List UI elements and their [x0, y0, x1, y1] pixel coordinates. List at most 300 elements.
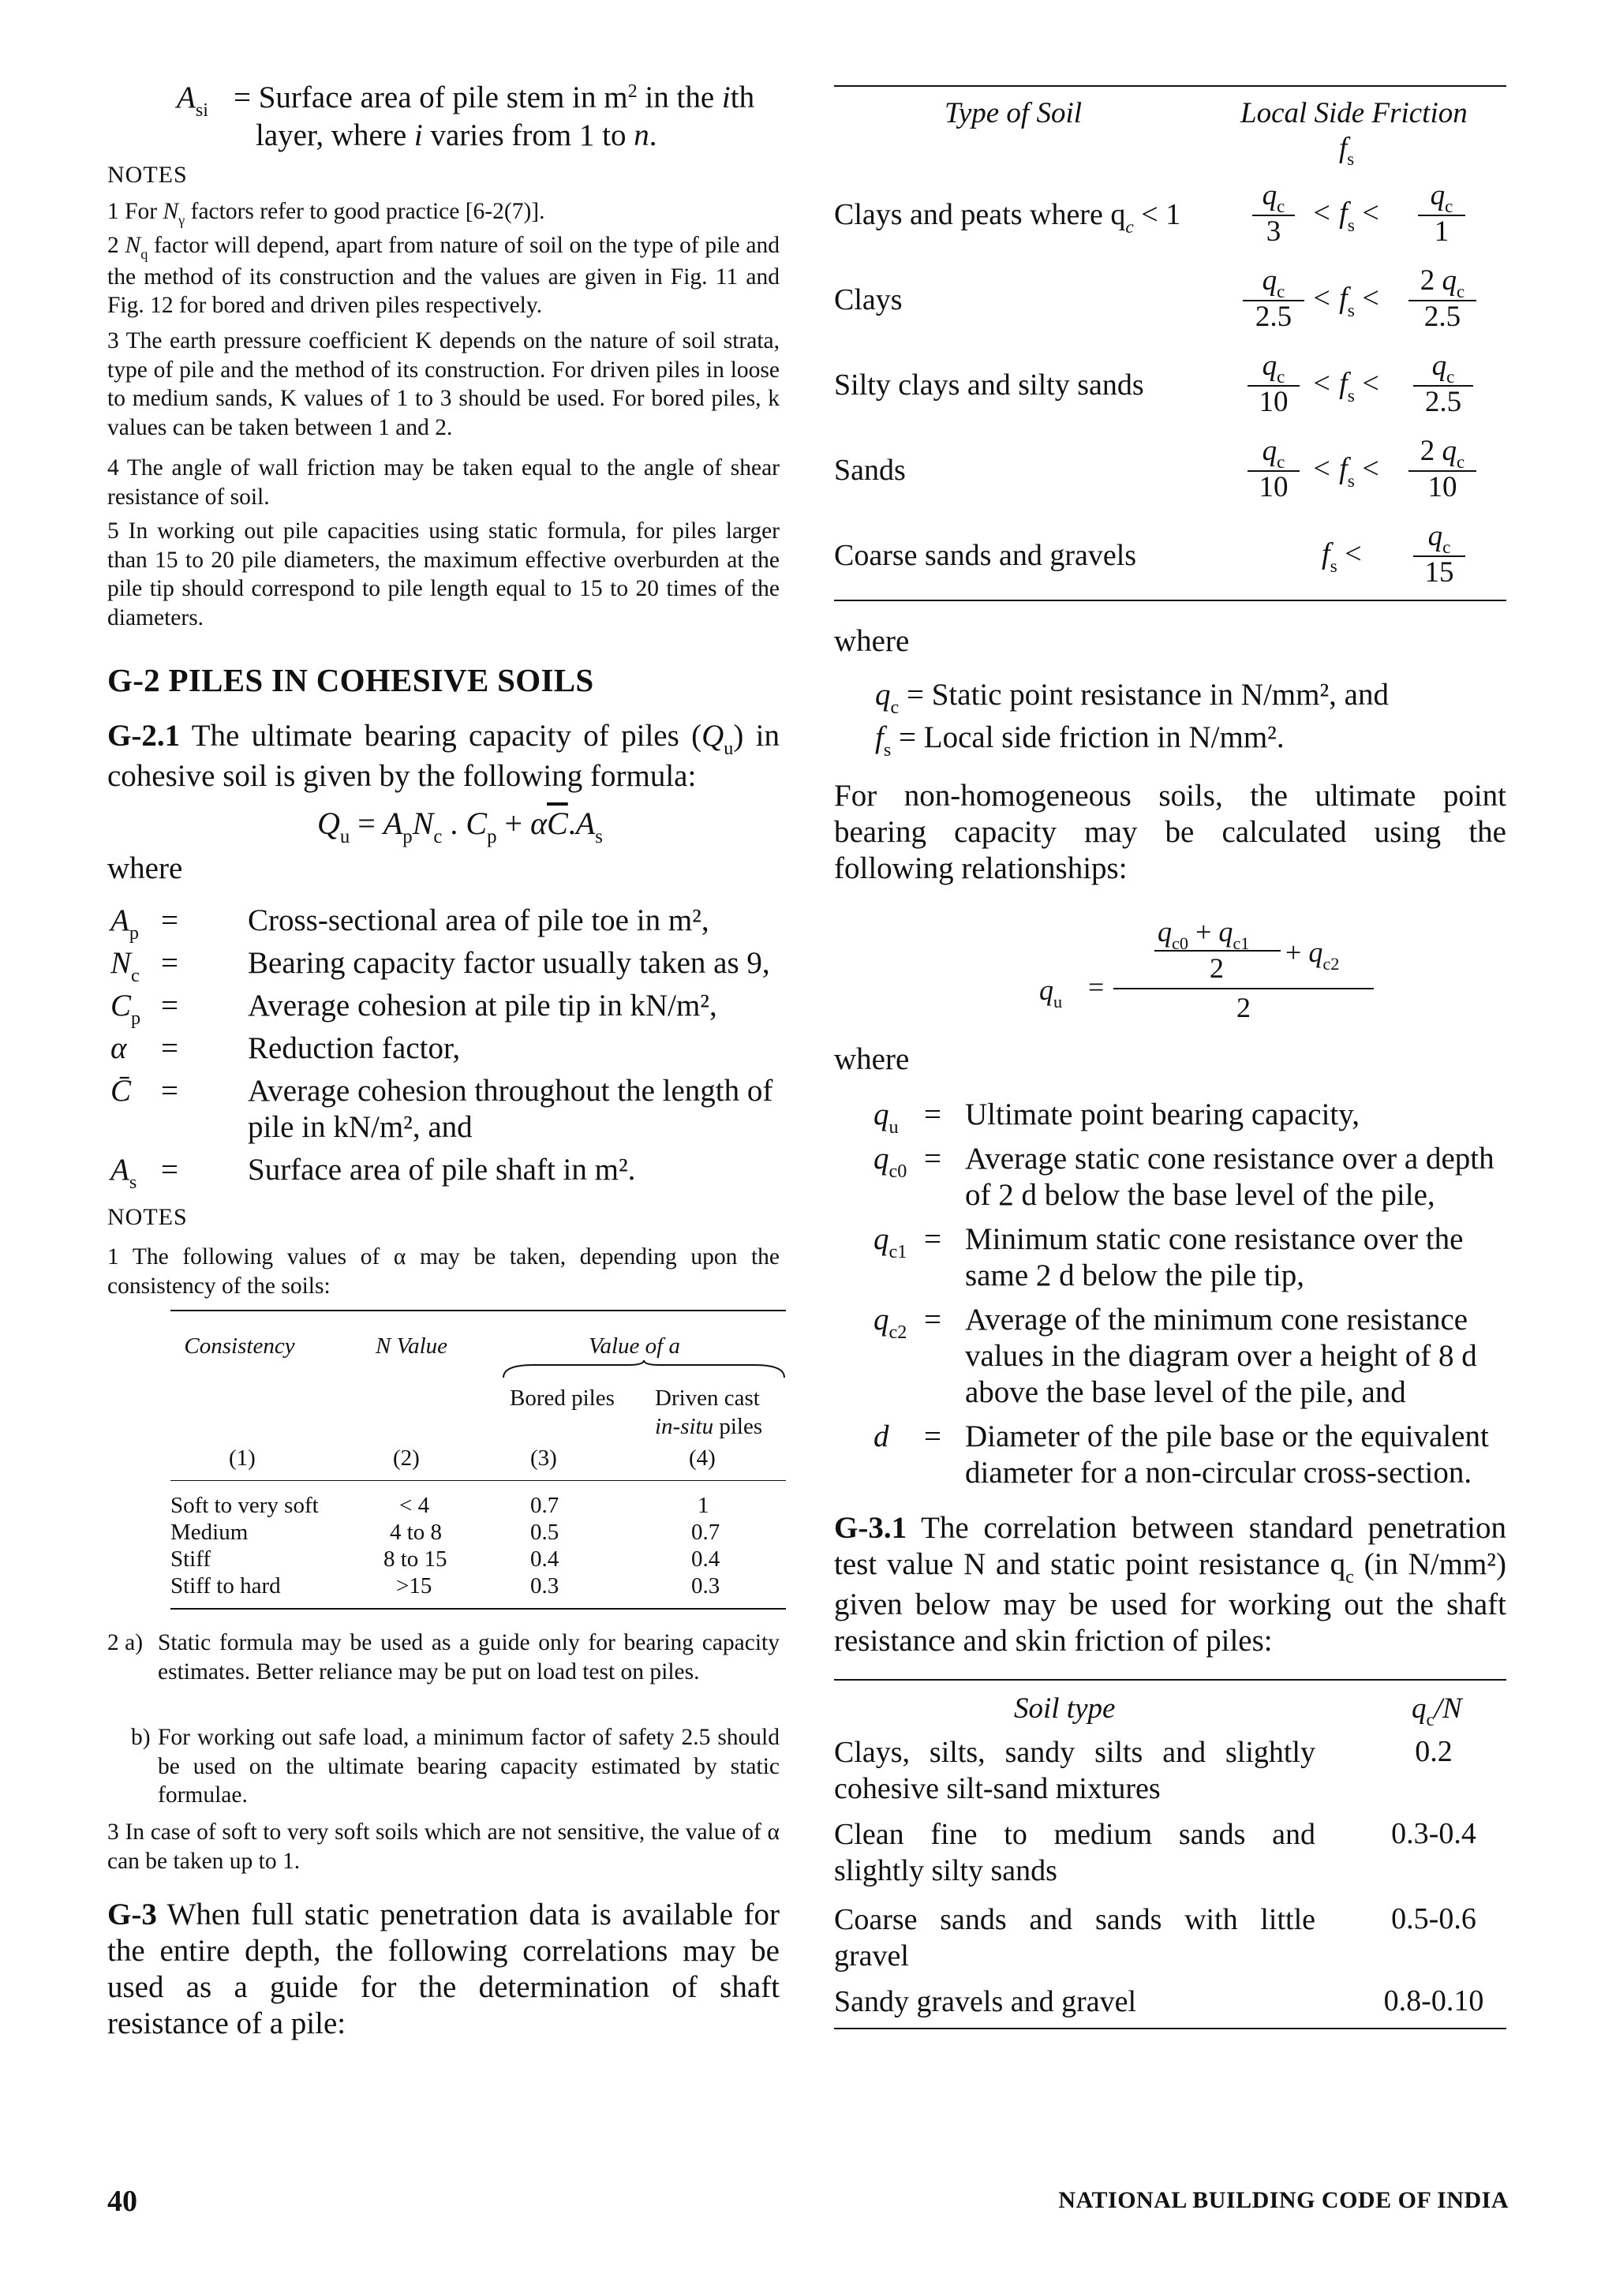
asi-sym-text: A: [177, 80, 196, 114]
def-eq: =: [161, 903, 178, 937]
def-qc1: [873, 1221, 1506, 1302]
frac-den: 10: [1248, 385, 1300, 418]
op-e: <: [1354, 196, 1379, 230]
friction-op: [1322, 537, 1362, 577]
qu-inner-den: 2: [1210, 952, 1224, 984]
cell: 0.4: [530, 1546, 559, 1572]
def-sym-s: u: [888, 1116, 899, 1138]
def-line: Minimum static cone resistance over the: [965, 1222, 1464, 1256]
friction-soil: Clays: [834, 283, 903, 316]
def-cbar: [110, 1073, 780, 1152]
q1s: c1: [1233, 933, 1250, 954]
cell: Medium: [170, 1520, 249, 1545]
frac-num: [1248, 350, 1300, 385]
table-row: [170, 1546, 786, 1575]
asi-sup: 2: [627, 80, 638, 102]
n: q: [1431, 350, 1447, 382]
ns: c: [1277, 196, 1285, 217]
def-sym-t: d: [873, 1419, 889, 1453]
asi-t2i: i: [413, 118, 423, 152]
where-2: where: [834, 624, 910, 658]
alpha-table: [170, 1310, 786, 1610]
qc-sym: q: [875, 678, 891, 712]
n: q: [1442, 264, 1457, 297]
qp1: +: [1188, 916, 1219, 948]
friction-table: [834, 85, 1506, 606]
friction-op: [1311, 451, 1379, 492]
def-sym-t: A: [110, 1153, 129, 1187]
cell: 0.3: [530, 1573, 559, 1599]
note-2b: For working out safe load, a minimum factor of safety 2.5 should be used on the ultimate bearing capacity estimated by static formulae.: [158, 1725, 780, 1808]
qu-lhs: [1039, 974, 1063, 1012]
friction-op: [1311, 196, 1379, 236]
asi-t1e: th: [730, 80, 755, 114]
note2a-num: 2 a): [107, 1630, 144, 1655]
soil-end: < 1: [1133, 198, 1181, 231]
def-sym-s: c2: [888, 1321, 907, 1343]
friction-frac-upper: [1418, 180, 1465, 248]
qu-formula: [1039, 915, 1386, 1026]
frac-den: 10: [1408, 470, 1476, 503]
soil-type-cell: Coarse sands and sands with little gravel: [834, 1903, 1315, 1973]
qc-definition: [875, 677, 1389, 717]
ns: c: [1457, 282, 1465, 302]
f-dot2: .: [567, 806, 576, 841]
frac-den: 3: [1252, 215, 1295, 248]
alpha-h-insitu: in-situ: [655, 1414, 714, 1439]
soil-value-cell: 0.5-0.6: [1391, 1902, 1476, 1935]
alpha-h-consistency: Consistency: [184, 1333, 295, 1359]
ns: c: [1457, 452, 1465, 473]
frac-den: 2.5: [1243, 300, 1304, 333]
fs-sym: f: [875, 720, 884, 754]
def-sym-s: c1: [888, 1240, 907, 1262]
qu-q: q: [1039, 974, 1053, 1006]
n: q: [1262, 179, 1277, 211]
frac-num: [1413, 350, 1473, 385]
table-row: [170, 1520, 786, 1548]
ns: c: [1277, 282, 1285, 302]
def-eq: =: [161, 1074, 178, 1108]
def-eq: =: [924, 1419, 941, 1453]
qc-sub: c: [890, 696, 900, 718]
cell: 4 to 8: [390, 1520, 443, 1545]
friction-row: [834, 180, 1506, 259]
friction-op: [1311, 281, 1379, 321]
asi-symbol: [177, 79, 208, 121]
n: q: [1262, 264, 1277, 297]
alpha-h-piles: piles: [713, 1414, 763, 1439]
f-a2: A: [575, 806, 596, 841]
cell: 0.3: [691, 1573, 720, 1599]
note-5: 5 In working out pile capacities using static formula, for piles larger than 15 to 20 pile diameters, the maximum effective overburden at the pile tip should correspond to pile length equal to 15 to 20 times of the diameters.: [107, 518, 780, 630]
def-sym-s: p: [131, 1007, 141, 1029]
asi-t2: layer, where: [256, 118, 414, 152]
qc-text: = Static point resistance in N/mm², and: [899, 678, 1389, 712]
op-t: < f: [1311, 452, 1348, 485]
asi-t1i: i: [721, 80, 731, 114]
frac-num: [1248, 435, 1300, 473]
friction-row: [834, 521, 1506, 600]
qp2: +: [1285, 937, 1309, 968]
fs-definition: [875, 720, 1285, 760]
def-qc0: [873, 1141, 1506, 1221]
g21-sym: Q: [701, 719, 724, 753]
n: q: [1442, 435, 1457, 467]
op-s: s: [1347, 385, 1355, 406]
soil-t: Clays and peats where q: [834, 198, 1126, 231]
soil-h-type: Soil type: [1014, 1692, 1116, 1725]
op-t: < f: [1311, 367, 1348, 400]
f-eq: =: [350, 806, 383, 841]
f-as: p: [402, 826, 413, 848]
def-line: Ultimate point bearing capacity,: [965, 1098, 1360, 1131]
def-sym: [873, 1097, 899, 1137]
fs-sub: s: [883, 739, 892, 761]
asi-line-2: [256, 117, 657, 155]
alpha-col-num: (1): [229, 1445, 256, 1471]
def-line: Average cohesion at pile tip in kN/m²,: [248, 989, 717, 1023]
alpha-table-top-rule: [170, 1310, 786, 1311]
alpha-table-mid-rule: [170, 1480, 786, 1481]
frac-num: [1243, 265, 1304, 300]
asi-t2r: varies from 1 to: [422, 118, 634, 152]
note-3b: 3 In case of soft to very soft soils which are not sensitive, the value of α can be taken up to 1.: [107, 1819, 780, 1874]
def-eq: =: [161, 989, 178, 1023]
def-sym-s: p: [129, 922, 139, 944]
friction-frac-lower: [1248, 436, 1300, 503]
soil-value-cell: 0.2: [1415, 1735, 1453, 1768]
def-cp: [110, 988, 780, 1030]
def-eq: =: [161, 946, 178, 980]
g3-num: G-3: [107, 1898, 157, 1931]
friction-row: [834, 436, 1506, 514]
alpha-h-nvalue: N Value: [376, 1333, 448, 1359]
soil-type-table: [834, 1679, 1506, 2042]
def-sym-t: q: [873, 1303, 889, 1337]
def-sym: [873, 1419, 889, 1455]
def-sym-s: s: [129, 1171, 137, 1193]
bearing-formula: [317, 805, 603, 848]
qu-eq: =: [1088, 971, 1105, 1003]
frac-den: 2.5: [1408, 300, 1476, 333]
alpha-col-num: (3): [530, 1445, 557, 1471]
left-definitions: [110, 903, 780, 1195]
op-s: s: [1347, 215, 1355, 236]
soil-table-top-rule: [834, 1679, 1506, 1681]
friction-top-rule: [834, 85, 1506, 87]
cell: 0.7: [530, 1493, 559, 1518]
friction-h-local: Local Side Friction: [1240, 97, 1468, 129]
page-number: 40: [107, 2185, 137, 2218]
alpha-brace: [502, 1359, 786, 1381]
soil-value-cell: 0.3-0.4: [1391, 1817, 1476, 1850]
soil-type-cell: Clays, silts, sandy silts and slightly cohesive silt-sand mixtures: [834, 1736, 1315, 1805]
def-line: Diameter of the pile base or the equivalent: [965, 1419, 1489, 1453]
para-g31: [834, 1510, 1506, 1659]
qu-plus-qc2: [1285, 936, 1340, 974]
op-e: <: [1354, 282, 1379, 315]
cell: 8 to 15: [383, 1546, 447, 1572]
friction-h-soil: Type of Soil: [945, 97, 1083, 129]
friction-soil: Silty clays and silty sands: [834, 368, 1144, 402]
fh-fs: s: [1347, 149, 1355, 170]
friction-op: [1311, 366, 1379, 406]
frac-den: 15: [1413, 555, 1465, 589]
friction-frac-lower: [1252, 180, 1295, 248]
sr-qs: c: [1426, 1710, 1435, 1730]
g21-num: G-2.1: [107, 719, 181, 753]
note-2a: Static formula may be used as a guide only for bearing capacity estimates. Better reliance may be put on load test on piles.: [158, 1630, 780, 1685]
n: q: [1427, 520, 1443, 552]
frac-num: [1408, 265, 1476, 300]
note-4: 4 The angle of wall friction may be taken equal to the angle of shear resistance of soil.: [107, 455, 780, 510]
def-nc: [110, 945, 780, 988]
asi-t2e: .: [649, 118, 657, 152]
fh-f: f: [1339, 132, 1348, 164]
def-sym: [110, 988, 140, 1028]
friction-frac-lower: [1243, 265, 1304, 333]
alpha-h-driven: Driven cast: [655, 1385, 760, 1411]
soil-table-bottom-rule: [834, 2028, 1506, 2029]
f-dot: .: [442, 806, 466, 841]
note-1: [107, 197, 780, 229]
def-eq: =: [924, 1222, 941, 1256]
table-row: [170, 1573, 786, 1602]
n: q: [1262, 350, 1277, 382]
def-line: Average of the minimum cone resistance: [965, 1303, 1468, 1337]
alpha-col-num: (2): [393, 1445, 420, 1471]
frac-den: 10: [1248, 470, 1300, 503]
frac-den: 1: [1418, 215, 1465, 248]
def-line: same 2 d below the pile tip,: [965, 1258, 1304, 1292]
where-1: where: [107, 851, 183, 885]
op-s: s: [1347, 300, 1355, 321]
soil-sub: c: [1125, 216, 1134, 237]
cell: 0.4: [691, 1546, 720, 1572]
note1-a: 1 For: [107, 199, 163, 224]
def-line: pile in kN/m², and: [248, 1110, 473, 1144]
publication-title: NATIONAL BUILDING CODE OF INDIA: [1058, 2187, 1509, 2213]
qu-outer-den: 2: [1236, 992, 1251, 1023]
cell: 0.7: [691, 1520, 720, 1545]
notes-label-2: NOTES: [107, 1204, 188, 1230]
right-definitions: [873, 1097, 1506, 1499]
friction-row: [834, 350, 1506, 429]
def-sym: [110, 1073, 131, 1109]
f-q: Q: [317, 806, 340, 841]
def-qu: [873, 1097, 1506, 1141]
def-sym: [873, 1302, 907, 1342]
alpha-col-num: (4): [689, 1445, 716, 1471]
alpha-h-bored: Bored piles: [510, 1385, 615, 1411]
note2b-num: b): [131, 1725, 151, 1750]
q2: q: [1308, 937, 1323, 968]
ns: c: [1446, 367, 1455, 387]
def-sym-t: q: [873, 1142, 889, 1176]
cell: < 4: [399, 1493, 430, 1518]
friction-frac-lower: [1248, 350, 1300, 418]
note-alpha: 1 The following values of α may be taken, depending upon the consistency of the soils:: [107, 1244, 780, 1299]
def-ap: [110, 903, 780, 945]
def-sym-t: A: [110, 903, 129, 937]
asi-t2i2: n: [634, 118, 649, 152]
frac-num: [1418, 180, 1465, 215]
g21-b: ) in cohesive soil is given by the following formula:: [107, 719, 780, 793]
def-sym: [873, 1141, 907, 1181]
g31-text2: (in N/mm²) given below may be used for working out the shaft resistance and skin friction of piles:: [834, 1547, 1506, 1658]
asi-line-1: [234, 79, 754, 121]
def-line: Average static cone resistance over a depth: [965, 1142, 1494, 1176]
cell: 0.5: [530, 1520, 559, 1545]
op-t: < f: [1311, 282, 1348, 315]
op-s: s: [1347, 470, 1355, 492]
note-3: 3 The earth pressure coefficient K depends on the nature of soil strata, type of pile and the method of its construction. For driven piles in loose to medium sands, K values of 1 to 3 should be used. For bored piles, k values can be taken between 1 and 2.: [107, 328, 780, 440]
heading-g2: G-2 PILES IN COHESIVE SOILS: [107, 662, 594, 698]
friction-frac-upper: [1413, 350, 1473, 418]
soil-type-cell: Clean fine to medium sands and slightly silty sands: [834, 1818, 1315, 1887]
friction-h-fs: [1339, 131, 1355, 170]
def-qc2: [873, 1302, 1506, 1419]
def-sym: [110, 945, 140, 985]
ns: c: [1445, 196, 1453, 217]
note2-it: N: [125, 233, 141, 258]
f-a: A: [383, 806, 403, 841]
cell: >15: [396, 1573, 432, 1599]
para-g3: [107, 1897, 780, 2042]
qu-qs: u: [1053, 992, 1063, 1012]
op-e: <: [1354, 452, 1379, 485]
note2-sub: q: [140, 246, 148, 263]
where-3: where: [834, 1042, 910, 1076]
f-ns: c: [433, 826, 443, 848]
notes-label-1: NOTES: [107, 162, 188, 188]
def-sym-t: q: [873, 1222, 889, 1256]
g31-text: The correlation between standard penetration test value N and static point resistance q: [834, 1511, 1506, 1581]
friction-frac-upper: [1408, 265, 1476, 333]
note1-it: N: [163, 199, 179, 224]
friction-frac-upper: [1413, 521, 1465, 589]
frac-num: [1408, 435, 1476, 473]
soil-value-cell: 0.8-0.10: [1383, 1984, 1484, 2017]
def-line: of 2 d below the base level of the pile,: [965, 1178, 1435, 1212]
friction-row: [834, 265, 1506, 344]
def-eq: =: [924, 1142, 941, 1176]
sr-q: q: [1412, 1692, 1427, 1725]
q1: q: [1218, 916, 1233, 948]
n: q: [1430, 179, 1446, 211]
def-eq: =: [161, 1153, 178, 1187]
def-sym-t: C̄: [110, 1074, 132, 1108]
f-cbar: $\overline{C}$: [547, 806, 568, 841]
def-sym-t: q: [873, 1098, 889, 1131]
cell: Stiff to hard: [170, 1573, 281, 1599]
qu-inner-num: [1158, 915, 1250, 954]
table-row: [170, 1493, 786, 1521]
asi-sub: si: [195, 99, 208, 121]
cell: Soft to very soft: [170, 1493, 319, 1518]
note2-b: factor will depend, apart from nature of soil on the type of pile and the method of its construction and the values are given in Fig. 11 and Fig. 12 for bored and driven piles respectively.: [107, 233, 780, 318]
def-sym-t: N: [110, 946, 132, 980]
def-line: values in the diagram over a height of 8 d: [965, 1339, 1477, 1373]
friction-soil: [834, 197, 1181, 237]
g3-text: When full static penetration data is available for the entire depth, the following correlations may be used as a guide for the determination of shaft resistance of a pile:: [107, 1898, 780, 2040]
def-line: Bearing capacity factor usually taken as 9,: [248, 946, 770, 980]
def-sym: [110, 1152, 137, 1192]
def-eq: =: [924, 1098, 941, 1131]
para-nonhomogeneous: For non-homogeneous soils, the ultimate point bearing capacity may be calculated using the following relationships:: [834, 779, 1506, 885]
q0s: c0: [1172, 933, 1189, 954]
ns: c: [1277, 452, 1285, 473]
alpha-h-value: Value of a: [589, 1333, 680, 1359]
def-line: Average cohesion throughout the length of: [248, 1074, 773, 1108]
def-d: [873, 1419, 1506, 1499]
sr-n: /N: [1434, 1692, 1462, 1725]
def-line: Reduction factor,: [248, 1031, 461, 1065]
pre: 2: [1420, 264, 1442, 297]
soil-h-ratio: [1412, 1692, 1462, 1730]
g31-num: G-3.1: [834, 1511, 907, 1545]
f-alpha: α: [530, 806, 548, 841]
op-s: s: [1330, 555, 1337, 577]
ns: c: [1442, 537, 1451, 558]
pre: 2: [1420, 435, 1442, 467]
asi-t1: = Surface area of pile stem in m: [234, 80, 628, 114]
def-line: Cross-sectional area of pile toe in m²,: [248, 903, 709, 937]
def-sym: [873, 1221, 907, 1262]
f-a2s: s: [595, 826, 603, 848]
cell: 1: [698, 1493, 709, 1518]
def-as: [110, 1152, 780, 1195]
qu-outer-bar: [1113, 988, 1374, 989]
def-sym-s: c: [131, 964, 140, 986]
q2s: c2: [1322, 954, 1340, 974]
op-e: <: [1354, 367, 1379, 400]
alpha-table-bottom-rule: [170, 1608, 786, 1610]
note1-b: factors refer to good practice [6-2(7)].: [185, 199, 545, 224]
op-t: < f: [1311, 196, 1348, 230]
note-2: [107, 231, 780, 320]
f-qs: u: [339, 826, 350, 848]
def-alpha: [110, 1030, 780, 1073]
g21-a: The ultimate bearing capacity of piles (: [180, 719, 702, 753]
frac-num: [1413, 520, 1465, 558]
soil-type-cell: Sandy gravels and gravel: [834, 1985, 1137, 2018]
friction-frac-upper: [1408, 436, 1476, 503]
friction-bottom-rule: [834, 600, 1506, 601]
cell: Stiff: [170, 1546, 211, 1572]
op-e: <: [1337, 537, 1362, 570]
def-sym: [110, 903, 139, 943]
friction-soil: Sands: [834, 454, 906, 487]
frac-den: 2.5: [1413, 385, 1473, 418]
f-plus: +: [496, 806, 531, 841]
f-n: N: [412, 806, 434, 841]
def-line: Surface area of pile shaft in m².: [248, 1153, 636, 1187]
ns: c: [1277, 367, 1285, 387]
op-t: f: [1322, 537, 1330, 570]
alpha-h-driven-2: [655, 1414, 762, 1440]
note1-sub: γ: [178, 212, 185, 229]
def-eq: =: [924, 1303, 941, 1337]
g31-sub: c: [1345, 1565, 1354, 1587]
def-eq: =: [161, 1031, 178, 1065]
def-sym: [110, 1030, 126, 1067]
asi-t1r: in the: [637, 80, 722, 114]
f-cs: p: [487, 826, 497, 848]
friction-soil: Coarse sands and gravels: [834, 539, 1137, 572]
para-g21: [107, 718, 780, 795]
